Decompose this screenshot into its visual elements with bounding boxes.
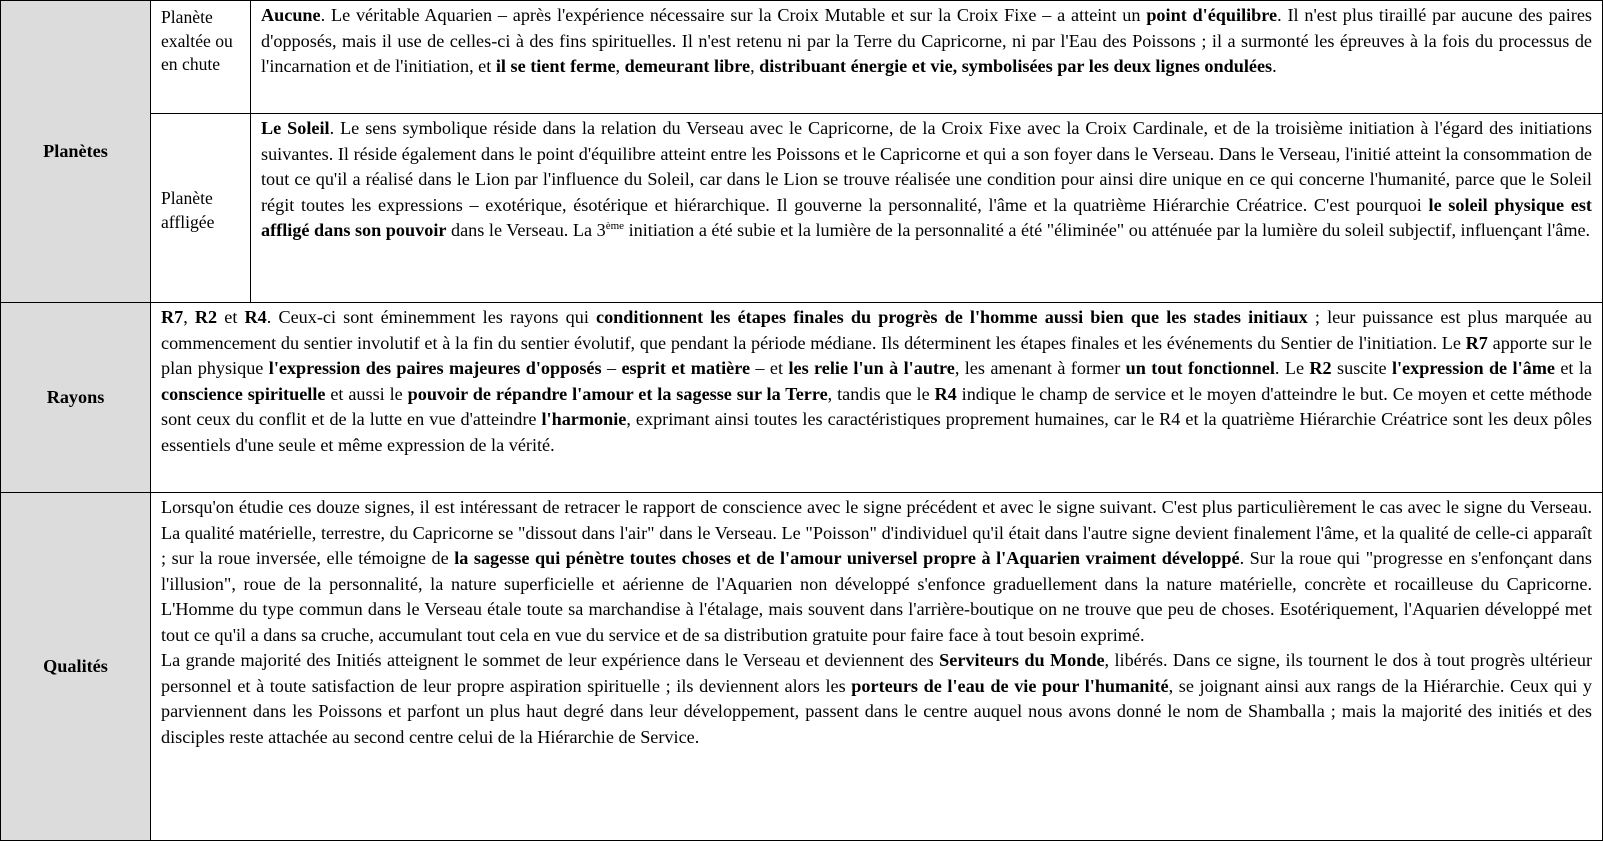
category-rayons: Rayons (1, 303, 151, 493)
row-qualites (1, 493, 1603, 841)
planete-exaltee-text: Aucune. Le véritable Aquarien – après l'expérience nécessaire sur la Croix Mutable et sur la Croix Fixe – a atteint un point d'équilibre. Il n'est plus tiraillé par aucune des paires d'opposés, mais il use de celles-ci à des fins spirituelles. Il n'est retenu ni par la Terre du Capricorne, ni par l'Eau des Poissons ; il a surmonté les épreuves à la fois du processus de l'incarnation et de l'initiation, et il se tient ferme, demeurant libre, distribuant énergie et vie, symbolisées par les deux lignes ondulées. (251, 1, 1603, 114)
subcategory-planete-exaltee: Planète exaltée ou en chute (151, 1, 251, 114)
planete-affligee-text: Le Soleil. Le sens symbolique réside dans la relation du Verseau avec le Capricorne, de la Croix Fixe avec la Croix Cardinale, et de la troisième initiation à l'égard des initiations suivantes. Il réside également dans le point d'équilibre atteint entre les Poissons et le Capricorne et qui a son foyer dans le Verseau. Dans le Verseau, l'initié atteint la consommation de tout ce qu'il a réalisé dans le Lion par l'influence du Soleil, car dans le Lion se trouve réalisée une condition pour ainsi dire unique en ce qui concerne l'humanité, parce que le Soleil régit toutes les expressions – exotérique, ésotérique et hiérarchique. Il gouverne la personnalité, l'âme et la quatrième Hiérarchie Créatrice. C'est pourquoi le soleil physique est affligé dans son pouvoir dans le Verseau. La 3ème initiation a été subie et la lumière de la personnalité a été "éliminée" ou atténuée par la lumière du soleil subjectif, influençant l'âme. (251, 114, 1603, 303)
qualites-text (151, 493, 1603, 841)
rayons-text: R7, R2 et R4. Ceux-ci sont éminemment les rayons qui conditionnent les étapes finales du progrès de l'homme aussi bien que les stades initiaux ; leur puissance est plus marquée au commencement du sentier involutif et à la fin du sentier évolutif, que pendant la période médiane. Ils déterminent les étapes finales et les événements du Sentier de l'initiation. Le R7 apporte sur le plan physique l'expression des paires majeures d'opposés – esprit et matière – et les relie l'un à l'autre, les amenant à former un tout fonctionnel. Le R2 suscite l'expression de l'âme et la conscience spirituelle et aussi le pouvoir de répandre l'amour et la sagesse sur la Terre, tandis que le R4 indique le champ de service et le moyen d'atteindre le but. Ce moyen et cette méthode sont ceux du conflit et de la lutte en vue d'atteindre l'harmonie, exprimant ainsi toutes les caractéristiques proprement humaines, car le R4 et la quatrième Hiérarchie Créatrice sont les deux pôles essentiels d'une seule et même expression de la vérité. (151, 303, 1603, 493)
row-planetes-exaltee (1, 1, 1603, 114)
row-rayons (1, 303, 1603, 493)
category-qualites: Qualités (1, 493, 151, 841)
row-planetes-affligee (1, 114, 1603, 303)
category-planetes: Planètes (1, 1, 151, 303)
subcategory-planete-affligee: Planète affligée (151, 114, 251, 303)
qualites-paragraph-1: Lorsqu'on étudie ces douze signes, il est intéressant de retracer le rapport de conscience avec le signe précédent et avec le signe suivant. C'est plus particulièrement le cas avec le signe du Verseau. La qualité matérielle, terrestre, du Capricorne se "dissout dans l'air" dans le Verseau. Le "Poisson" d'individuel qu'il était dans l'autre signe devient finalement l'âme, et la qualité de celle-ci apparaît ; sur la roue inversée, elle témoigne de la sagesse qui pénètre toutes choses et de l'amour universel propre à l'Aquarien vraiment développé. Sur la roue qui "progresse en s'enfonçant dans l'illusion", roue de la personnalité, la nature superficielle et aérienne de l'Aquarien non développé s'enfonce graduellement dans la nature matérielle, concrète et rocailleuse du Capricorne. L'Homme du type commun dans le Verseau étale toute sa marchandise à l'étalage, mais souvent dans l'arrière-boutique on ne trouve que peu de choses. Esotériquement, l'Aquarien développé met tout ce qu'il a dans sa cruche, accumulant tout cela en vue du service et de sa distribution gratuite pour faire face à tout besoin exprimé. (161, 497, 1592, 645)
qualites-paragraph-2: La grande majorité des Initiés atteignent le sommet de leur expérience dans le Verseau et deviennent des Serviteurs du Monde, libérés. Dans ce signe, ils tournent le dos à tout progrès ultérieur personnel et à toute satisfaction de leur propre aspiration spirituelle ; ils deviennent alors les porteurs de l'eau de vie pour l'humanité, se joignant ainsi aux rangs de la Hiérarchie. Ceux qui y parviennent dans les Poissons et parfont un plus haut degré dans leur développement, passent dans le centre auquel nous avons donné le nom de Shamballa ; mais la majorité des initiés et des disciples reste attachée au second centre celui de la Hiérarchie de Service. (161, 650, 1593, 747)
